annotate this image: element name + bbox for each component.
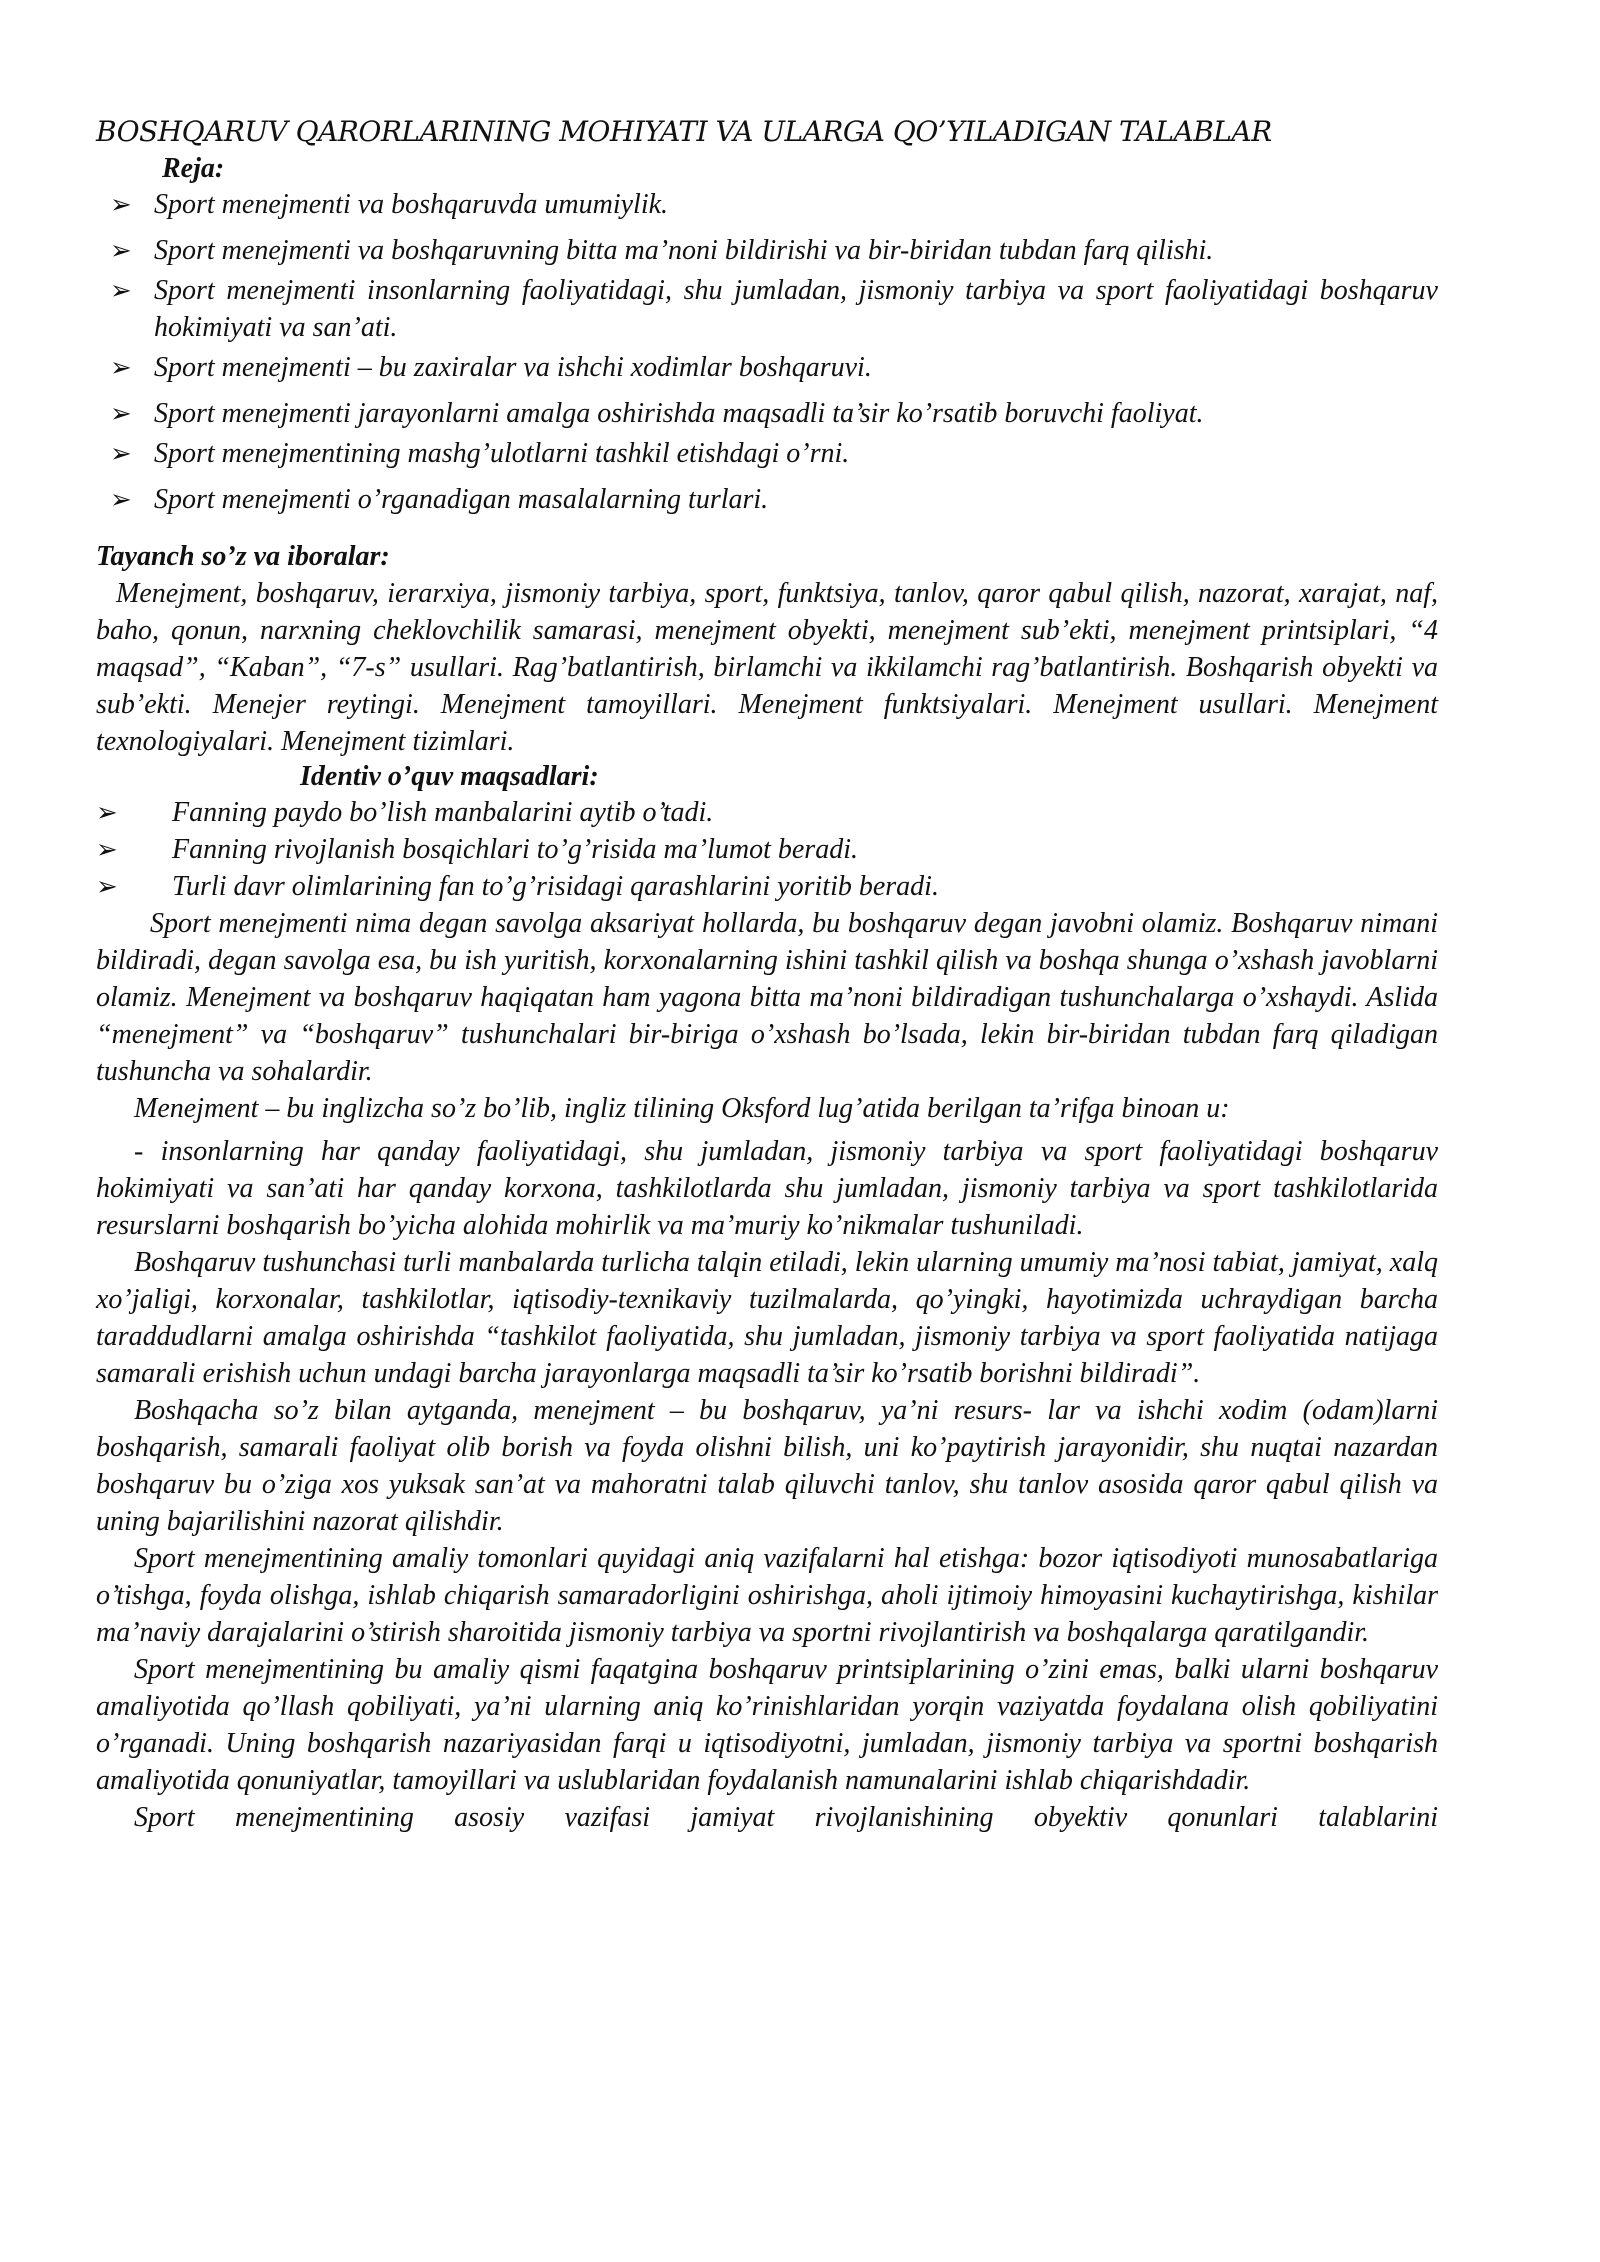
reja-heading: Reja: [162, 153, 225, 184]
body-paragraph: Sport menejmentining bu amaliy qismi faqatgina boshqaruv printsiplarining o’zini emas, balki ularni boshqaruv amaliyotida qo’llash qobiliyati, ya’ni ularning aniq ko’rinishlaridan yorqin vaziyatda foydalana olish qobiliyatini o’rganadi. Uning boshqarish nazariyasidan farqi u iqtisodiyotni, jumladan, jismoniy tarbiya va sportni boshqarish amaliyotida qonuniyatlar, tamoyillari va uslublaridan foydalanish namunalarini ishlab chiqarishdadir. [96, 1654, 1438, 1796]
list-item: ➢ Sport menejmenti – bu zaxiralar va ishchi xodimlar boshqaruvi. [96, 349, 1438, 386]
arrow-bullet-icon: ➢ [110, 190, 132, 219]
list-item: ➢ Fanning rivojlanish bosqichlari to’g’risida ma’lumot beradi. [96, 831, 1438, 868]
reja-list [96, 186, 1438, 518]
list-item: ➢ Sport menejmentining mashg’ulotlarni tashkil etishdagi o’rni. [96, 435, 1438, 472]
list-item: ➢ Sport menejmenti va boshqaruvda umumiylik. [96, 186, 1438, 223]
list-item: ➢ Sport menejmenti o’rganadigan masalalarning turlari. [96, 481, 1438, 518]
arrow-bullet-icon: ➢ [110, 353, 132, 382]
goals-list [96, 794, 1438, 905]
document-page [96, 112, 1438, 1836]
body-paragraph: Boshqaruv tushunchasi turli manbalarda turlicha talqin etiladi, lekin ularning umumiy ma’nosi tabiat, jamiyat, xalq xo’jaligi, korxonalar, tashkilotlar, iqtisodiy-texnikaviy tuzilmalarda, qo’yingki, hayotimizda uchraydigan barcha taraddudlarni amalga oshirishda “tashkilot faoliyatida, shu jumladan, jismoniy tarbiya va sport faoliyatida natijaga samarali erishish uchun undagi barcha jarayonlarga maqsadli ta’sir ko’rsatib borishni bildiradi”. [96, 1247, 1439, 1389]
list-item: ➢ Fanning paydo bo’lish manbalarini aytib o’tadi. [96, 794, 1438, 831]
body-paragraph: Boshqacha so’z bilan aytganda, menejment – bu boshqaruv, ya’ni resurs- lar va ishchi xodim (odam)larni boshqarish, samarali faoliyat olib borish va foyda olishni bilish, uni ko’paytirish jarayonidir, shu nuqtai nazardan boshqaruv bu o’ziga xos yuksak san’at va mahoratni talab qiluvchi tanlov, shu tanlov asosida qaror qabul qilish va uning bajarilishini nazorat qilishdir. [96, 1395, 1438, 1537]
arrow-bullet-icon: ➢ [110, 485, 132, 514]
arrow-bullet-icon: ➢ [110, 399, 132, 428]
arrow-bullet-icon: ➢ [110, 236, 132, 265]
body-paragraph: - insonlarning har qanday faoliyatidagi, shu jumladan, jismoniy tarbiya va sport faoliyatidagi boshqaruv hokimiyati va san’ati har qanday korxona, tashkilotlarda shu jumladan, jismoniy tarbiya va sport tashkilotlarida resurslarni boshqarish bo’yicha alohida mohirlik va ma’muriy ko’nikmalar tushuniladi. [96, 1136, 1438, 1241]
arrow-bullet-icon: ➢ [96, 872, 118, 901]
body-paragraph: Sport menejmentining asosiy vazifasi jamiyat rivojlanishining obyektiv qonunlari talablarini [134, 1802, 1438, 1833]
list-item: ➢ Sport menejmenti jarayonlarni amalga oshirishda maqsadli ta’sir ko’rsatib boruvchi faoliyat. [96, 395, 1438, 432]
arrow-bullet-icon: ➢ [96, 798, 118, 827]
list-item: ➢ Sport menejmenti va boshqaruvning bitta ma’noni bildirishi va bir-biridan tubdan farq qilishi. [96, 232, 1438, 269]
body-paragraph: Menejment – bu inglizcha so’z bo’lib, ingliz tilining Oksford lug’atida berilgan ta’rifga binoan u: [134, 1093, 1230, 1124]
arrow-bullet-icon: ➢ [110, 276, 132, 305]
body-paragraph: Sport menejmenti nima degan savolga aksariyat hollarda, bu boshqaruv degan javobni olamiz. Boshqaruv nimani bildiradi, degan savolga esa, bu ish yuritish, korxonalarning ishini tashkil qilish va boshqa shunga o’xshash javoblarni olamiz. Menejment va boshqaruv haqiqatan ham yagona bitta ma’noni bildiradigan tushunchalarga o’xshaydi. Aslida “menejment” va “boshqaruv” tushunchalari bir-biriga o’xshash bo’lsada, lekin bir-biridan tubdan farq qiladigan tushuncha va sohalardir. [96, 908, 1438, 1087]
arrow-bullet-icon: ➢ [110, 439, 132, 468]
goals-heading: Identiv o’quv maqsadlari: [300, 761, 599, 792]
list-item: ➢ Sport menejmenti insonlarning faoliyatidagi, shu jumladan, jismoniy tarbiya va sport faoliyatidagi boshqaruv hokimiyati va san’ati. [96, 272, 1438, 346]
keywords-text: Menejment, boshqaruv, ierarxiya, jismoniy tarbiya, sport, funktsiya, tanlov, qaror qabul qilish, nazorat, xarajat, naf, baho, qonun, narxning cheklovchilik samarasi, menejment obyekti, menejment sub’ekti, menejment printsiplari, “4 maqsad”, “Kaban”, “7-s” usullari. Rag’batlantirish, birlamchi va ikkilamchi rag’batlantirish. Boshqarish obyekti va sub’ekti. Menejer reytingi. Menejment tamoyillari. Menejment funktsiyalari. Menejment usullari. Menejment texnologiyalari. Menejment tizimlari. [96, 578, 1438, 757]
arrow-bullet-icon: ➢ [96, 835, 118, 864]
body-paragraph: Sport menejmentining amaliy tomonlari quyidagi aniq vazifalarni hal etishga: bozor iqtisodiyoti munosabatlariga o’tishga, foyda olishga, ishlab chiqarish samaradorligini oshirishga, aholi ijtimoiy himoyasini kuchaytirishga, kishilar ma’naviy darajalarini o’stirish sharoitida jismoniy tarbiya va sportni rivojlantirish va boshqalarga qaratilgandir. [96, 1543, 1438, 1648]
page-title: BOSHQARUV QARORLARINING MOHIYATI VA ULARGA QO’YILADIGAN TALABLAR [96, 115, 1272, 148]
keywords-heading: Tayanch so’z va iboralar: [96, 541, 390, 572]
list-item: ➢ Turli davr olimlarining fan to’g’risidagi qarashlarini yoritib beradi. [96, 868, 1438, 905]
